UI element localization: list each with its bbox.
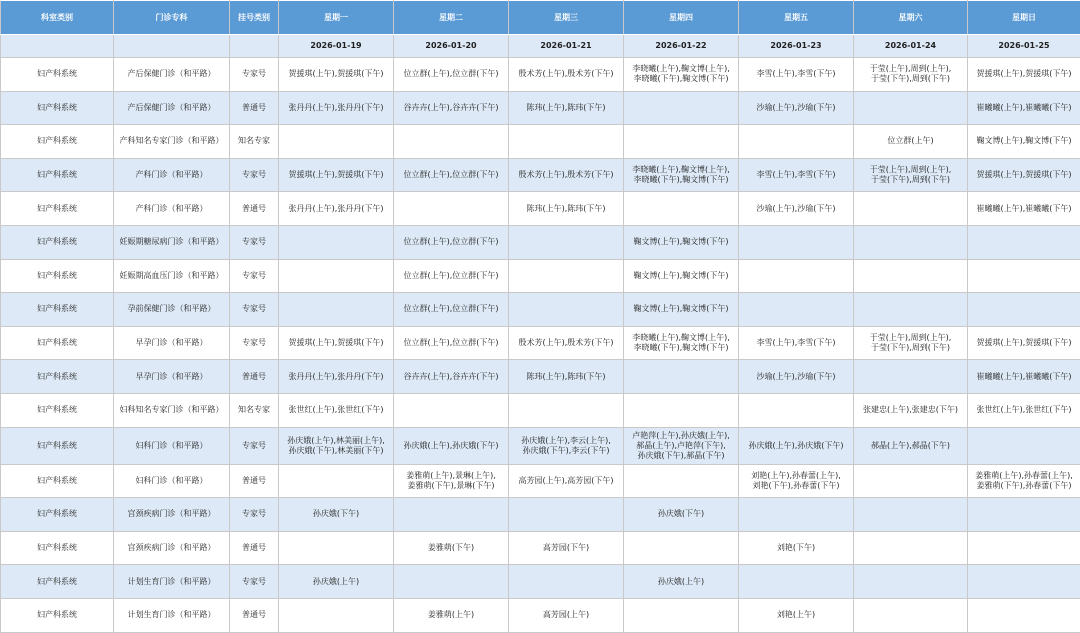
table-cell: 陈玮(上午),陈玮(下午) [509, 91, 624, 125]
table-cell: 专家号 [230, 326, 279, 360]
column-header: 星期一 [279, 1, 394, 35]
table-row [1, 565, 1080, 599]
table-cell: 李晓曦(上午),鞠文博(上午), 李晓曦(下午),鞠文博(下午) [624, 58, 739, 92]
table-cell [739, 259, 854, 293]
table-cell: 妇产科系统 [1, 225, 114, 259]
table-row [1, 192, 1080, 226]
column-header: 星期日 [968, 1, 1080, 35]
table-cell: 计划生育门诊（和平路） [114, 565, 230, 599]
table-cell [854, 293, 968, 327]
table-cell: 产后保健门诊（和平路） [114, 91, 230, 125]
table-cell: 妇科门诊（和平路） [114, 427, 230, 464]
table-cell: 妇科知名专家门诊（和平路） [114, 393, 230, 427]
table-row [1, 498, 1080, 532]
table-cell: 孙庆娥(下午) [624, 498, 739, 532]
table-cell: 专家号 [230, 259, 279, 293]
date-cell [114, 35, 230, 58]
table-cell: 妇产科系统 [1, 125, 114, 159]
table-cell [854, 192, 968, 226]
table-cell [968, 293, 1080, 327]
table-cell: 孙庆娥(下午) [279, 498, 394, 532]
table-cell: 高芳园(上午),高芳园(下午) [509, 464, 624, 498]
table-row [1, 393, 1080, 427]
date-cell: 2026-01-23 [739, 35, 854, 58]
date-cell: 2026-01-24 [854, 35, 968, 58]
table-cell: 孙庆娥(上午) [279, 565, 394, 599]
table-cell: 高芳园(上午) [509, 598, 624, 632]
table-cell [509, 565, 624, 599]
table-cell: 李雪(上午),李雪(下午) [739, 58, 854, 92]
table-cell [854, 565, 968, 599]
table-cell: 妇产科系统 [1, 58, 114, 92]
table-row [1, 360, 1080, 394]
table-cell: 贺援琪(上午),贺援琪(下午) [968, 326, 1080, 360]
table-cell [279, 225, 394, 259]
table-cell: 妇产科系统 [1, 565, 114, 599]
date-cell [230, 35, 279, 58]
table-row [1, 464, 1080, 498]
table-cell [509, 125, 624, 159]
table-cell: 崔曦曦(上午),崔曦曦(下午) [968, 360, 1080, 394]
table-cell: 殷术芳(上午),殷术芳(下午) [509, 58, 624, 92]
table-cell [854, 225, 968, 259]
table-cell: 刘艳(上午) [739, 598, 854, 632]
table-cell [624, 125, 739, 159]
column-header: 挂号类别 [230, 1, 279, 35]
table-cell: 沙瑜(上午),沙瑜(下午) [739, 360, 854, 394]
table-cell [854, 464, 968, 498]
date-cell: 2026-01-21 [509, 35, 624, 58]
table-cell: 刘艳(下午) [739, 531, 854, 565]
table-cell [509, 225, 624, 259]
table-cell [968, 498, 1080, 532]
table-cell: 妇产科系统 [1, 192, 114, 226]
table-cell: 于莹(上午),周到(上午), 于莹(下午),周到(下午) [854, 326, 968, 360]
table-cell [394, 192, 509, 226]
table-cell [394, 393, 509, 427]
table-cell [739, 393, 854, 427]
table-cell: 张丹丹(上午),张丹丹(下午) [279, 360, 394, 394]
table-cell [968, 225, 1080, 259]
table-cell: 妊娠期高血压门诊（和平路） [114, 259, 230, 293]
table-cell: 妇产科系统 [1, 91, 114, 125]
table-cell [739, 498, 854, 532]
table-cell [854, 598, 968, 632]
table-cell [279, 259, 394, 293]
table-cell: 卢艳萍(上午),孙庆娥(上午), 郝晶(上午),卢艳萍(下午), 孙庆娥(下午),郝晶(下午) [624, 427, 739, 464]
table-cell: 崔曦曦(上午),崔曦曦(下午) [968, 192, 1080, 226]
table-cell: 李雪(上午),李雪(下午) [739, 326, 854, 360]
table-cell: 普通号 [230, 464, 279, 498]
table-cell: 知名专家 [230, 393, 279, 427]
table-cell: 宫颈疾病门诊（和平路） [114, 531, 230, 565]
table-row [1, 58, 1080, 92]
table-cell: 早孕门诊（和平路） [114, 326, 230, 360]
table-cell: 沙瑜(上午),沙瑜(下午) [739, 91, 854, 125]
table-cell [279, 293, 394, 327]
table-cell [279, 125, 394, 159]
column-header: 星期二 [394, 1, 509, 35]
table-cell: 妇产科系统 [1, 293, 114, 327]
table-cell [509, 259, 624, 293]
table-cell: 普通号 [230, 91, 279, 125]
table-cell: 位立群(上午),位立群(下午) [394, 293, 509, 327]
table-cell [968, 598, 1080, 632]
table-cell: 贺援琪(上午),贺援琪(下午) [968, 158, 1080, 192]
table-cell: 陈玮(上午),陈玮(下午) [509, 360, 624, 394]
table-cell: 妇产科系统 [1, 360, 114, 394]
table-row [1, 326, 1080, 360]
table-cell: 张丹丹(上午),张丹丹(下午) [279, 192, 394, 226]
table-cell [394, 565, 509, 599]
table-cell [739, 293, 854, 327]
table-cell: 专家号 [230, 427, 279, 464]
table-row [1, 91, 1080, 125]
table-cell: 早孕门诊（和平路） [114, 360, 230, 394]
table-cell: 位立群(上午),位立群(下午) [394, 225, 509, 259]
table-cell: 位立群(上午),位立群(下午) [394, 326, 509, 360]
table-row [1, 125, 1080, 159]
table-cell: 普通号 [230, 360, 279, 394]
table-cell: 张世红(上午),张世红(下午) [279, 393, 394, 427]
table-cell: 普通号 [230, 598, 279, 632]
table-cell: 专家号 [230, 293, 279, 327]
table-cell [968, 427, 1080, 464]
table-cell: 妇产科系统 [1, 464, 114, 498]
table-cell: 妇产科系统 [1, 427, 114, 464]
table-cell: 鞠文博(上午),鞠文博(下午) [968, 125, 1080, 159]
table-cell: 张世红(上午),张世红(下午) [968, 393, 1080, 427]
table-cell: 贺援琪(上午),贺援琪(下午) [279, 326, 394, 360]
table-cell: 姜雅萌(上午),孙春蕾(上午), 姜雅萌(下午),孙春蕾(下午) [968, 464, 1080, 498]
table-cell [739, 225, 854, 259]
table-cell: 专家号 [230, 158, 279, 192]
table-cell: 妇产科系统 [1, 498, 114, 532]
table-cell [968, 259, 1080, 293]
table-cell [279, 464, 394, 498]
date-cell: 2026-01-20 [394, 35, 509, 58]
table-cell: 位立群(上午),位立群(下午) [394, 58, 509, 92]
table-cell: 妇产科系统 [1, 259, 114, 293]
table-cell: 崔曦曦(上午),崔曦曦(下午) [968, 91, 1080, 125]
table-cell: 贺援琪(上午),贺援琪(下午) [279, 58, 394, 92]
table-cell: 郝晶(上午),郝晶(下午) [854, 427, 968, 464]
table-cell: 李雪(上午),李雪(下午) [739, 158, 854, 192]
table-cell [624, 393, 739, 427]
table-cell: 妇产科系统 [1, 393, 114, 427]
table-cell [624, 598, 739, 632]
table-cell [968, 565, 1080, 599]
table-cell: 妊娠期糖尿病门诊（和平路） [114, 225, 230, 259]
table-cell [854, 360, 968, 394]
column-header: 星期六 [854, 1, 968, 35]
column-header: 门诊专科 [114, 1, 230, 35]
table-cell [739, 125, 854, 159]
column-header: 星期四 [624, 1, 739, 35]
table-cell: 计划生育门诊（和平路） [114, 598, 230, 632]
table-cell [394, 125, 509, 159]
table-cell: 孙庆娥(上午),孙庆娥(下午) [739, 427, 854, 464]
table-cell [509, 498, 624, 532]
table-cell: 专家号 [230, 565, 279, 599]
table-cell: 姜雅萌(下午) [394, 531, 509, 565]
table-cell: 李晓曦(上午),鞠文博(上午), 李晓曦(下午),鞠文博(下午) [624, 326, 739, 360]
table-cell: 刘艳(上午),孙春蕾(上午), 刘艳(下午),孙春蕾(下午) [739, 464, 854, 498]
table-cell: 殷术芳(上午),殷术芳(下午) [509, 158, 624, 192]
table-cell: 于莹(上午),周到(上午), 于莹(下午),周到(下午) [854, 58, 968, 92]
table-cell: 姜雅萌(上午),景琳(上午), 姜雅萌(下午),景琳(下午) [394, 464, 509, 498]
table-cell: 于莹(上午),周到(上午), 于莹(下午),周到(下午) [854, 158, 968, 192]
table-cell: 专家号 [230, 58, 279, 92]
table-cell: 知名专家 [230, 125, 279, 159]
table-cell: 谷卉卉(上午),谷卉卉(下午) [394, 91, 509, 125]
table-cell: 张丹丹(上午),张丹丹(下午) [279, 91, 394, 125]
table-cell [854, 498, 968, 532]
table-cell [624, 464, 739, 498]
table-cell: 鞠文博(上午),鞠文博(下午) [624, 225, 739, 259]
table-cell: 陈玮(上午),陈玮(下午) [509, 192, 624, 226]
table-cell [394, 498, 509, 532]
table-cell [968, 531, 1080, 565]
table-cell: 产后保健门诊（和平路） [114, 58, 230, 92]
table-row [1, 158, 1080, 192]
table-cell [509, 393, 624, 427]
column-header: 星期三 [509, 1, 624, 35]
table-cell: 孙庆娥(上午),林美丽(上午), 孙庆娥(下午),林美丽(下午) [279, 427, 394, 464]
table-row [1, 598, 1080, 632]
table-cell: 位立群(上午) [854, 125, 968, 159]
table-cell [624, 192, 739, 226]
table-row [1, 259, 1080, 293]
table-cell: 贺援琪(上午),贺援琪(下午) [968, 58, 1080, 92]
table-cell: 宫颈疾病门诊（和平路） [114, 498, 230, 532]
table-cell: 鞠文博(上午),鞠文博(下午) [624, 259, 739, 293]
table-cell [624, 360, 739, 394]
table-cell: 贺援琪(上午),贺援琪(下午) [279, 158, 394, 192]
table-cell: 普通号 [230, 192, 279, 226]
table-cell [624, 531, 739, 565]
table-cell: 孙庆娥(上午) [624, 565, 739, 599]
table-cell: 李晓曦(上午),鞠文博(上午), 李晓曦(下午),鞠文博(下午) [624, 158, 739, 192]
table-cell: 普通号 [230, 531, 279, 565]
table-body [1, 58, 1080, 633]
table-row [1, 531, 1080, 565]
table-cell [624, 91, 739, 125]
table-cell [739, 565, 854, 599]
column-header: 星期五 [739, 1, 854, 35]
date-row [1, 35, 1080, 58]
date-cell: 2026-01-19 [279, 35, 394, 58]
date-cell: 2026-01-22 [624, 35, 739, 58]
table-cell [509, 293, 624, 327]
table-cell: 位立群(上午),位立群(下午) [394, 158, 509, 192]
table-cell: 殷术芳(上午),殷术芳(下午) [509, 326, 624, 360]
table-cell [854, 91, 968, 125]
table-cell: 妇科门诊（和平路） [114, 464, 230, 498]
table-cell: 张建忠(上午),张建忠(下午) [854, 393, 968, 427]
table-cell: 专家号 [230, 225, 279, 259]
table-cell: 妇产科系统 [1, 598, 114, 632]
table-cell [854, 531, 968, 565]
table-cell: 孕前保健门诊（和平路） [114, 293, 230, 327]
table-row [1, 293, 1080, 327]
table-row [1, 225, 1080, 259]
table-cell: 姜雅萌(上午) [394, 598, 509, 632]
table-cell: 产科门诊（和平路） [114, 192, 230, 226]
table-cell: 沙瑜(上午),沙瑜(下午) [739, 192, 854, 226]
column-header: 科室类别 [1, 1, 114, 35]
table-cell: 孙庆娥(上午),孙庆娥(下午) [394, 427, 509, 464]
table-cell: 谷卉卉(上午),谷卉卉(下午) [394, 360, 509, 394]
table-cell [279, 598, 394, 632]
table-cell: 鞠文博(上午),鞠文博(下午) [624, 293, 739, 327]
table-cell: 产科知名专家门诊（和平路） [114, 125, 230, 159]
table-cell: 孙庆娥(上午),李云(上午), 孙庆娥(下午),李云(下午) [509, 427, 624, 464]
table-cell: 妇产科系统 [1, 531, 114, 565]
table-cell: 妇产科系统 [1, 158, 114, 192]
table-cell: 专家号 [230, 498, 279, 532]
table-cell [279, 531, 394, 565]
header-row [1, 1, 1080, 35]
date-cell: 2026-01-25 [968, 35, 1080, 58]
date-cell [1, 35, 114, 58]
table-cell: 妇产科系统 [1, 326, 114, 360]
table-row [1, 427, 1080, 464]
table-cell: 产科门诊（和平路） [114, 158, 230, 192]
table-cell [854, 259, 968, 293]
table-cell: 高芳园(下午) [509, 531, 624, 565]
table-cell: 位立群(上午),位立群(下午) [394, 259, 509, 293]
